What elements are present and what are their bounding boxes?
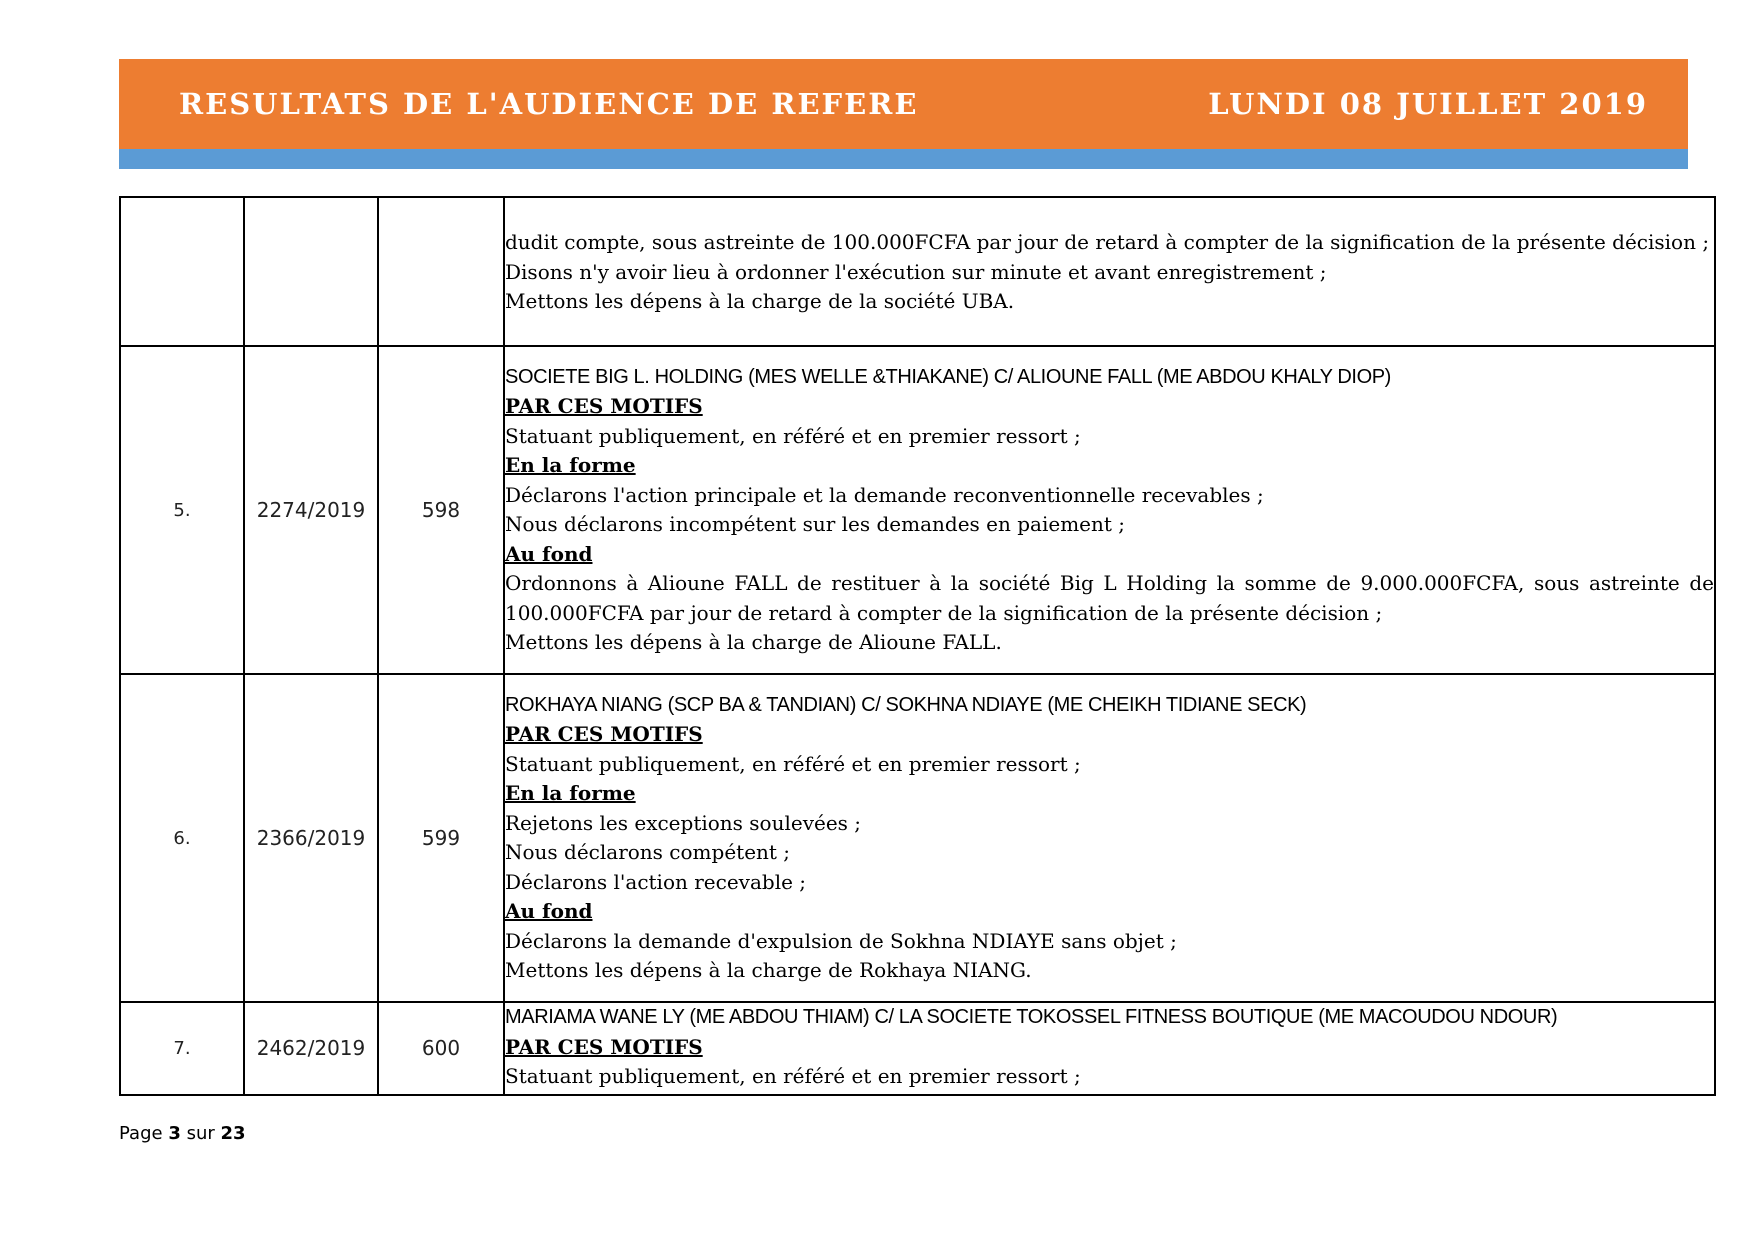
decision-text [504,674,1715,1002]
case-reference: 2366/2019 [244,674,378,1002]
repertoire-number: 600 [378,1002,504,1095]
decision-line: Nous déclarons compétent ; [505,840,791,864]
case-reference: 2274/2019 [244,346,378,674]
decision-text [504,197,1715,346]
decision-line: Déclarons la demande d'expulsion de Sokhna NDIAYE sans objet ; [505,928,1177,953]
parties-line: SOCIETE BIG L. HOLDING (MES WELLE &THIAKANE) C/ ALIOUNE FALL (ME ABDOU KHALY DIOP) [505,365,1391,388]
case-number: 6. [120,674,244,1002]
decision-text [504,1002,1715,1095]
section-heading: Au fond [505,899,593,923]
section-heading: En la forme [505,453,636,477]
decision-line: Ordonnons à Alioune FALL de restituer à la société Big L Holding la somme de 9.000.000FCFA, sous astreinte de 100.000FCFA par jour de retard à compter de la signification de la présente décision ; [505,571,1714,625]
section-heading: PAR CES MOTIFS [505,1034,703,1059]
decision-line: Mettons les dépens à la charge de Alioune FALL. [505,630,1002,654]
parties-line: ROKHAYA NIANG (SCP BA & TANDIAN) C/ SOKHNA NDIAYE (ME CHEIKH TIDIANE SECK) [505,693,1307,716]
footer-total-pages: 23 [220,1123,246,1144]
page-footer [119,1123,246,1144]
section-heading: Au fond [505,541,593,566]
decision-line: Mettons les dépens à la charge de la société UBA. [505,289,1015,314]
case-reference [244,197,378,346]
section-heading: PAR CES MOTIFS [505,394,703,418]
table-row [120,674,1715,1002]
decision-text [504,346,1715,674]
decision-line: Mettons les dépens à la charge de Rokhaya NIANG. [505,958,1032,982]
decision-line: Déclarons l'action recevable ; [505,869,807,894]
table-row [120,346,1715,674]
case-number: 7. [120,1002,244,1095]
page-title: RESULTATS DE L'AUDIENCE DE REFERE [179,87,919,121]
header-stripe [119,149,1688,169]
repertoire-number: 599 [378,674,504,1002]
case-number: 5. [120,346,244,674]
decision-line: Rejetons les exceptions soulevées ; [505,810,862,835]
parties-line: MARIAMA WANE LY (ME ABDOU THIAM) C/ LA SOCIETE TOKOSSEL FITNESS BOUTIQUE (ME MACOUDOU NDOUR) [505,1006,1558,1028]
table-row [120,1002,1715,1095]
footer-separator: sur [186,1123,215,1144]
case-number [120,197,244,346]
decision-line: Disons n'y avoir lieu à ordonner l'exécution sur minute et avant enregistrement ; [505,259,1327,284]
table-row [120,197,1715,346]
decision-line: Statuant publiquement, en référé et en premier ressort ; [505,1064,1081,1088]
footer-current-page: 3 [168,1123,181,1144]
decision-line: Statuant publiquement, en référé et en premier ressort ; [505,423,1081,448]
repertoire-number [378,197,504,346]
hearing-date: LUNDI 08 JUILLET 2019 [1208,87,1648,121]
case-reference: 2462/2019 [244,1002,378,1095]
section-heading: En la forme [505,781,636,805]
decision-line: Statuant publiquement, en référé et en premier ressort ; [505,751,1081,776]
footer-page-label: Page [119,1123,163,1144]
results-table [119,196,1716,1096]
decision-line: Nous déclarons incompétent sur les demandes en paiement ; [505,512,1126,536]
decision-line: Déclarons l'action principale et la demande reconventionnelle recevables ; [505,482,1264,507]
repertoire-number: 598 [378,346,504,674]
section-heading: PAR CES MOTIFS [505,722,703,746]
decision-line: dudit compte, sous astreinte de 100.000FCFA par jour de retard à compter de la signification de la présente décision ; [505,230,1710,255]
